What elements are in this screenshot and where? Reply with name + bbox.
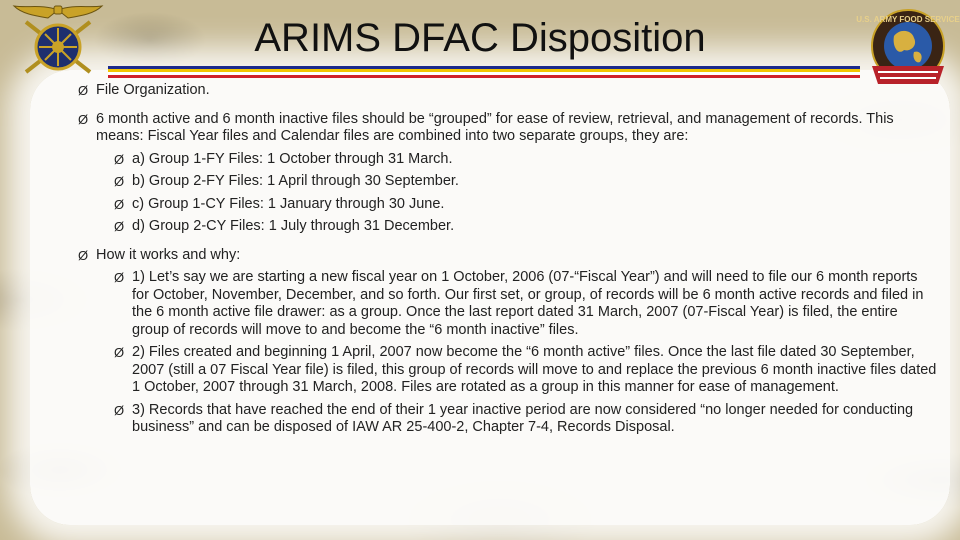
bullet-text: 6 month active and 6 month inactive files should be “grouped” for ease of review, retrieval, and management of records. This means: Fiscal Year files and Calendar files are combined into two separate groups, they are: <box>96 110 894 144</box>
arrow-bullet-icon: Ø <box>114 345 125 360</box>
arrow-bullet-icon: Ø <box>114 174 125 189</box>
bullet-item <box>78 82 938 100</box>
sub-bullet-item <box>114 151 938 169</box>
arrow-bullet-icon: Ø <box>114 196 125 212</box>
svg-text:U.S. ARMY FOOD SERVICE: U.S. ARMY FOOD SERVICE <box>856 15 960 24</box>
sub-bullet-item <box>114 344 938 397</box>
bullet-text: b) Group 2-FY Files: 1 April through 30 September. <box>132 173 459 189</box>
bullet-item <box>78 111 938 146</box>
sub-bullet-item <box>114 196 938 214</box>
sub-bullet-item <box>114 173 938 191</box>
army-food-service-emblem <box>856 6 960 92</box>
sub-bullet-item <box>114 218 938 236</box>
arrow-bullet-icon: Ø <box>114 219 125 234</box>
bullet-text: File Organization. <box>96 82 210 98</box>
bullet-text: 1) Let’s say we are starting a new fiscal year on 1 October, 2006 (07-“Fiscal Year”) and will need to file our 6 month reports for October, November, December, and so forth. Our first set, or group, of records will be 6 month active records and filed in the 6 month active file drawer: as a group. Once the last report dated 31 March, 2007 (07-Fiscal Year) is filed, the entire group of records will move to and become the “6 month inactive” files. <box>132 269 924 338</box>
arrow-bullet-icon: Ø <box>114 270 125 285</box>
arrow-bullet-icon: Ø <box>78 83 89 98</box>
bullet-text: d) Group 2-CY Files: 1 July through 31 December. <box>132 218 455 234</box>
title-stripe <box>108 66 860 78</box>
bullet-text: a) Group 1-FY Files: 1 October through 31 March. <box>132 150 453 167</box>
sub-bullet-item <box>114 402 938 437</box>
arrow-bullet-icon: Ø <box>114 151 125 167</box>
bullet-text: How it works and why: <box>96 246 241 263</box>
arrow-bullet-icon: Ø <box>78 111 89 127</box>
bullet-text: 2) Files created and beginning 1 April, 2007 now become the “6 month active” files. Once the last file dated 30 September, 2007 (still a 07 Fiscal Year file) is filed, this group of records will move to and replace the previous 6 month inactive files dated 1 October, 2007 through 31 March, 2008. Files are rotated as a group in this manner for ease of management. <box>132 344 937 395</box>
slide-title: ARIMS DFAC Disposition <box>254 16 706 60</box>
sub-bullet-item <box>114 269 938 339</box>
bullet-text: 3) Records that have reached the end of their 1 year inactive period are now considered “no longer needed for conducting business” and can be disposed of IAW AR 25-400-2, Chapter 7-4, Records Disposal. <box>132 401 914 435</box>
slide-body <box>78 82 938 442</box>
bullet-item <box>78 247 938 265</box>
arrow-bullet-icon: Ø <box>114 402 125 418</box>
bullet-text: c) Group 1-CY Files: 1 January through 30 June. <box>132 195 445 212</box>
arrow-bullet-icon: Ø <box>78 247 89 263</box>
